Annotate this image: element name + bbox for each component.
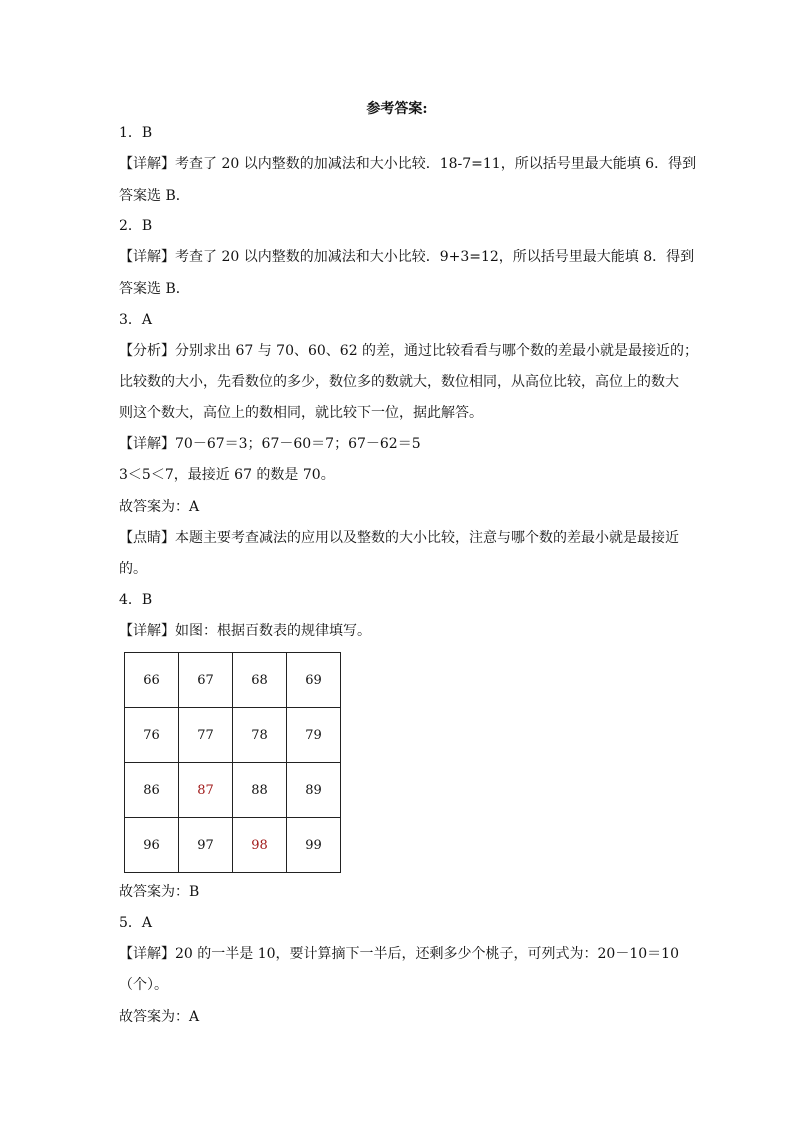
answer-3-label: 3．A <box>119 312 153 328</box>
answer-3-analysis-line1: 【分析】分别求出 67 与 70、60、62 的差，通过比较看看与哪个数的差最小就是最接近的； <box>119 343 699 359</box>
grid-cell-highlighted: 87 <box>179 763 233 818</box>
grid-row <box>125 818 341 873</box>
answer-2-detail-line1: 【详解】考查了 20 以内整数的加减法和大小比较．9+3=12，所以括号里最大能填 8．得到 <box>119 249 695 265</box>
grid-cell: 68 <box>233 653 287 708</box>
answer-5-detail-line1: 【详解】20 的一半是 10，要计算摘下一半后，还剩多少个桃子，可列式为：20－10＝10 <box>119 946 679 962</box>
grid-row <box>125 763 341 818</box>
answer-3-detail-line2: 3＜5＜7，最接近 67 的数是 70。 <box>119 467 335 483</box>
grid-cell: 77 <box>179 708 233 763</box>
answer-3-conclusion: 故答案为：A <box>119 499 200 515</box>
answer-4-detail: 【详解】如图：根据百数表的规律填写。 <box>119 623 371 639</box>
page-title: 参考答案: <box>366 101 428 117</box>
answer-3-note-line1: 【点睛】本题主要考查减法的应用以及整数的大小比较，注意与哪个数的差最小就是最接近 <box>119 530 679 546</box>
grid-cell: 89 <box>287 763 341 818</box>
answer-4-conclusion: 故答案为：B <box>119 884 200 900</box>
answer-1-detail-line1: 【详解】考查了 20 以内整数的加减法和大小比较．18-7=11，所以括号里最大能填 6．得到 <box>119 156 697 172</box>
answer-2-label: 2．B <box>119 218 153 234</box>
answer-4-label: 4．B <box>119 592 153 608</box>
grid-cell-highlighted: 98 <box>233 818 287 873</box>
answer-1-label: 1．B <box>119 125 153 141</box>
grid-row <box>125 708 341 763</box>
grid-row <box>125 653 341 708</box>
grid-cell: 76 <box>125 708 179 763</box>
answer-2-detail-line2: 答案选 B． <box>119 281 190 297</box>
grid-cell: 67 <box>179 653 233 708</box>
answer-5-detail-line2: （个）。 <box>119 977 168 993</box>
grid-cell: 88 <box>233 763 287 818</box>
grid-cell: 78 <box>233 708 287 763</box>
answer-3-analysis-line3: 则这个数大，高位上的数相同，就比较下一位，据此解答。 <box>119 405 483 421</box>
grid-cell: 96 <box>125 818 179 873</box>
answer-3-analysis-line2: 比较数的大小，先看数位的多少，数位多的数就大，数位相同，从高位比较，高位上的数大 <box>119 374 679 390</box>
grid-cell: 99 <box>287 818 341 873</box>
answer-3-note-line2: 的。 <box>119 561 147 577</box>
grid-cell: 79 <box>287 708 341 763</box>
hundred-chart-grid <box>124 652 341 873</box>
grid-cell: 97 <box>179 818 233 873</box>
grid-cell: 69 <box>287 653 341 708</box>
answer-5-conclusion: 故答案为：A <box>119 1009 200 1025</box>
grid-cell: 66 <box>125 653 179 708</box>
answer-3-detail-line1: 【详解】70－67＝3；67－60＝7；67－62＝5 <box>119 436 421 452</box>
answer-1-detail-line2: 答案选 B． <box>119 188 190 204</box>
grid-cell: 86 <box>125 763 179 818</box>
answer-5-label: 5．A <box>119 915 153 931</box>
